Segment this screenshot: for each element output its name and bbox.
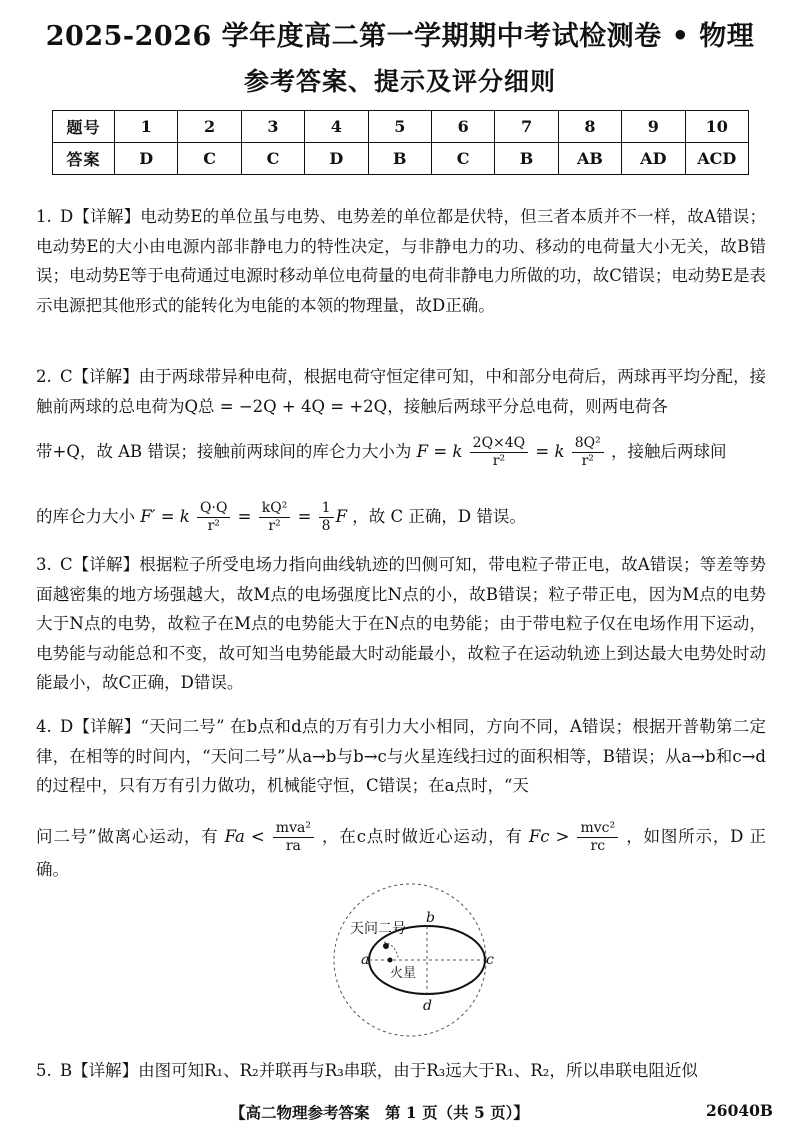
question-number: 8: [558, 111, 621, 143]
q4-fraction-a: [273, 820, 314, 855]
mars-label: 火星: [390, 966, 417, 981]
footer-doc-code: 26040B: [706, 1101, 774, 1120]
circular-orbit-dashed: [334, 884, 486, 1036]
q4-formula-a-lhs: Fa <: [224, 827, 265, 846]
question-number: 3: [241, 111, 304, 143]
answer-cell: C: [178, 143, 241, 175]
question-number-label: 3.: [36, 555, 52, 574]
orbit-diagram: [300, 880, 520, 1040]
question-number-label: 4.: [36, 717, 52, 736]
fraction-denominator: r²: [207, 518, 220, 534]
question-number: 2: [178, 111, 241, 143]
question-number-label: 2.: [36, 367, 52, 386]
q4-formula-c-lhs: Fc >: [528, 827, 570, 846]
question-1-explanation: [36, 202, 766, 320]
question-4-explanation: [36, 712, 766, 801]
point-a-label: a: [361, 952, 370, 968]
row-label-answer: 答案: [53, 143, 115, 175]
mars-dot: [388, 958, 393, 963]
answer-table: [52, 110, 749, 175]
question-number-label: 5.: [36, 1061, 52, 1080]
question-number: 5: [368, 111, 431, 143]
fraction-denominator: r²: [268, 518, 281, 534]
fraction-denominator: r²: [581, 453, 594, 469]
answer-cell: C: [431, 143, 494, 175]
answer-cell: B: [495, 143, 558, 175]
answer-cell: ACD: [685, 143, 748, 175]
fraction-denominator: r²: [492, 453, 506, 469]
fraction-numerator: mvc²: [577, 820, 618, 838]
question-1-text: D【详解】电动势E的单位虽与电势、电势差的单位都是伏特，但三者本质并不一样，故A错误；电动势E的大小由电源内部非静电力的特性决定，与非静电力的功、移动的电荷量大小无关，故B错误；电动势E等于电荷通过电源时移动单位电荷量的电荷非静电力所做的功，故C错误；电动势E是表示电源把其他形式的能转化为电能的本领的物理量，故D正确。: [36, 207, 766, 315]
q2-text-after-formula-2: ，故 C 正确，D 错误。: [352, 507, 526, 526]
fraction-numerator: 8Q²: [572, 435, 604, 453]
fraction-numerator: kQ²: [259, 500, 291, 518]
probe-label: 天问二号: [350, 921, 406, 937]
fraction-denominator: ra: [285, 838, 301, 854]
question-2-formula-line-2: 的库仑力大小 F′ = k $\frac{Q\cdot Q}{\text{r²}}$ = $\frac{\text{kQ²}}{\text{r²}}$ = $\frac{1}{8}$ F ，故 C 正确，D 错误。: [36, 500, 526, 534]
question-number: 4: [305, 111, 368, 143]
fraction-numerator: Q·Q: [197, 500, 230, 518]
point-d-label: d: [423, 998, 432, 1014]
q4-text-part-a: 问二号”做离心运动，有: [36, 827, 219, 846]
answer-cell: AD: [622, 143, 685, 175]
q2-text-before-formula-2: 的库仑力大小: [36, 507, 135, 526]
question-number: 7: [495, 111, 558, 143]
q4-fraction-c: [577, 820, 618, 855]
question-4-text: D【详解】“天问二号” 在b点和d点的万有引力大小相同，方向不同，A错误；根据开普勒第二定律，在相等的时间内，“天问二号”从a→b与b→c与火星连线扫过的面积相等，B错误；从a→b和c→d的过程中，只有万有引力做功，机械能守恒，C错误；在a点时，“天: [36, 717, 766, 795]
q2-formula-mid: = k: [535, 442, 565, 461]
fraction-denominator: rc: [590, 838, 606, 854]
question-5-explanation: [36, 1056, 766, 1086]
page-subtitle: 参考答案、提示及评分细则: [243, 67, 556, 96]
q2-fraction-5-tail: F: [335, 507, 348, 526]
point-c-label: c: [486, 952, 494, 968]
fraction-numerator: 1: [319, 500, 334, 518]
probe-dot: [383, 943, 389, 949]
answer-cell: C: [241, 143, 304, 175]
question-2-formula-line: [36, 435, 766, 470]
question-number-row: [53, 111, 749, 143]
q2-fraction-2: [572, 435, 604, 470]
question-number: 1: [115, 111, 178, 143]
question-4-formula-line: [36, 820, 766, 885]
answer-cell: B: [368, 143, 431, 175]
question-number: 9: [622, 111, 685, 143]
q2-fraction-1: [470, 435, 529, 470]
answer-cell: AB: [558, 143, 621, 175]
page-title: 2025-2026 学年度高二第一学期期中考试检测卷 • 物理: [45, 21, 755, 52]
question-number-label: 1.: [36, 207, 52, 226]
question-3-text: C【详解】根据粒子所受电场力指向曲线轨迹的凹侧可知，带电粒子带正电，故A错误；等差等势面越密集的地方场强越大，故M点的电场强度比N点的小，故B错误；粒子带正电，因为M点的电势大于N点的电势，故粒子在M点的电势能大于在N点的电势能；由于带电粒子仅在电场作用下运动，电势能与动能总和不变，故可知当电势能最大时动能最小，故粒子在运动轨迹上到达最大电势处时动能最小，故C正确，D错误。: [36, 555, 766, 692]
q4-text-part-c: ，如图所示，D 正确。: [36, 827, 766, 879]
q2-formula-lhs: F = k: [416, 442, 463, 461]
q2-fraction-4: [259, 500, 291, 535]
answer-row: [53, 143, 749, 175]
fraction-denominator: 8: [321, 518, 331, 534]
question-2-explanation: [36, 362, 766, 421]
q2-formula2-lhs: F′ = k: [140, 507, 190, 526]
point-b-label: b: [426, 910, 435, 926]
q2-text-after-formula: ，接触后两球间: [610, 442, 727, 461]
question-3-explanation: [36, 550, 766, 698]
q2-fraction-3: [197, 500, 230, 535]
answer-cell: D: [305, 143, 368, 175]
q4-text-part-b: ，在c点时做近心运动，有: [322, 827, 523, 846]
q2-fraction-5: [319, 500, 334, 535]
footer-page-info: 【高二物理参考答案 第 1 页（共 5 页）】: [230, 1103, 529, 1122]
fraction-numerator: 2Q×4Q: [470, 435, 529, 453]
answer-cell: D: [115, 143, 178, 175]
q2-text-before-formula: 带+Q，故 AB 错误；接触前两球间的库仑力大小为: [36, 442, 412, 461]
question-5-text: B【详解】由图可知R₁、R₂并联再与R₃串联，由于R₃远大于R₁、R₂，所以串联电阻近似: [60, 1061, 698, 1080]
row-label-question-number: 题号: [53, 111, 115, 143]
question-number: 6: [431, 111, 494, 143]
question-2-text-line1: C【详解】由于两球带异种电荷，根据电荷守恒定律可知，中和部分电荷后，两球再平均分配，接触前两球的总电荷为Q总 = −2Q + 4Q = +2Q，接触后两球平分总电荷，则两电荷各: [36, 367, 766, 416]
fraction-numerator: mva²: [273, 820, 314, 838]
question-number: 10: [685, 111, 748, 143]
